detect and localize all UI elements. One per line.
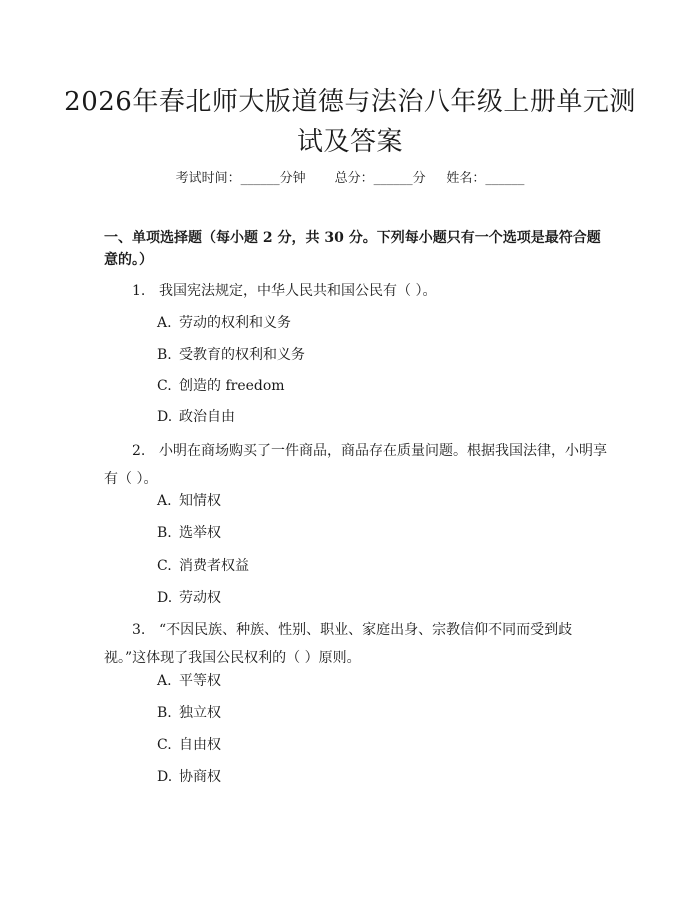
time-label: 考试时间： [175,171,241,186]
option-text: 受教育的权利和义务 [179,347,305,363]
option-3d [157,767,221,787]
option-text: 劳动的权利和义务 [179,315,291,331]
option-1b [157,345,305,365]
question-text: 小明在商场购买了一件商品，商品存在质量问题。根据我国法律，小明享有（ ）。 [104,443,607,487]
option-3c [157,735,221,755]
section-heading: 一、单项选择题（每小题 2 分，共 30 分。下列每小题只有一个选项是最符合题意的。） [104,230,601,268]
option-letter: B. [157,347,172,363]
time-blank: ______ [240,171,280,186]
question-2 [104,437,608,493]
score-blank: ______ [373,171,413,186]
question-3 [104,616,608,672]
option-text: 独立权 [179,705,221,721]
option-text: 协商权 [179,769,221,785]
option-text: 消费者权益 [179,558,249,574]
option-letter: C. [157,737,172,753]
option-letter: B. [157,525,172,541]
question-number: 2. [132,443,146,459]
question-number: 1. [132,283,146,299]
option-3a [157,671,221,691]
score-unit: 分 [412,171,426,186]
option-letter: A. [157,493,172,509]
option-text: 平等权 [179,673,221,689]
exam-info-line [0,167,700,186]
question-number: 3. [132,622,146,638]
option-text: 知情权 [179,493,221,509]
score-label: 总分： [334,171,374,186]
option-1a [157,313,291,333]
option-text: 政治自由 [179,409,235,425]
option-letter: A. [157,673,172,689]
option-letter: A. [157,315,172,331]
option-text: 自由权 [179,737,221,753]
option-1c [157,376,285,396]
option-text: 选举权 [179,525,221,541]
question-text: “不因民族、种族、性别、职业、家庭出身、宗教信仰不同而受到歧视。”这体现了我国公民权利的（ ）原则。 [104,622,573,666]
option-2a [157,491,221,511]
page-title: 2026年春北师大版道德与法治八年级上册单元测试及答案 [64,87,636,157]
option-2b [157,523,221,543]
option-text: 劳动权 [179,590,221,606]
option-text: 创造的 freedom [179,378,285,394]
option-3b [157,703,221,723]
option-letter: C. [157,558,172,574]
option-letter: D. [157,409,173,425]
name-blank: ______ [485,171,525,186]
option-letter: D. [157,769,173,785]
option-2d [157,588,221,608]
option-2c [157,556,249,576]
time-unit: 分钟 [279,171,306,186]
option-1d [157,407,235,427]
option-letter: D. [157,590,173,606]
question-1 [104,277,608,305]
option-letter: C. [157,378,172,394]
name-label: 姓名： [446,171,486,186]
option-letter: B. [157,705,172,721]
question-text: 我国宪法规定，中华人民共和国公民有（ ）。 [159,283,437,299]
